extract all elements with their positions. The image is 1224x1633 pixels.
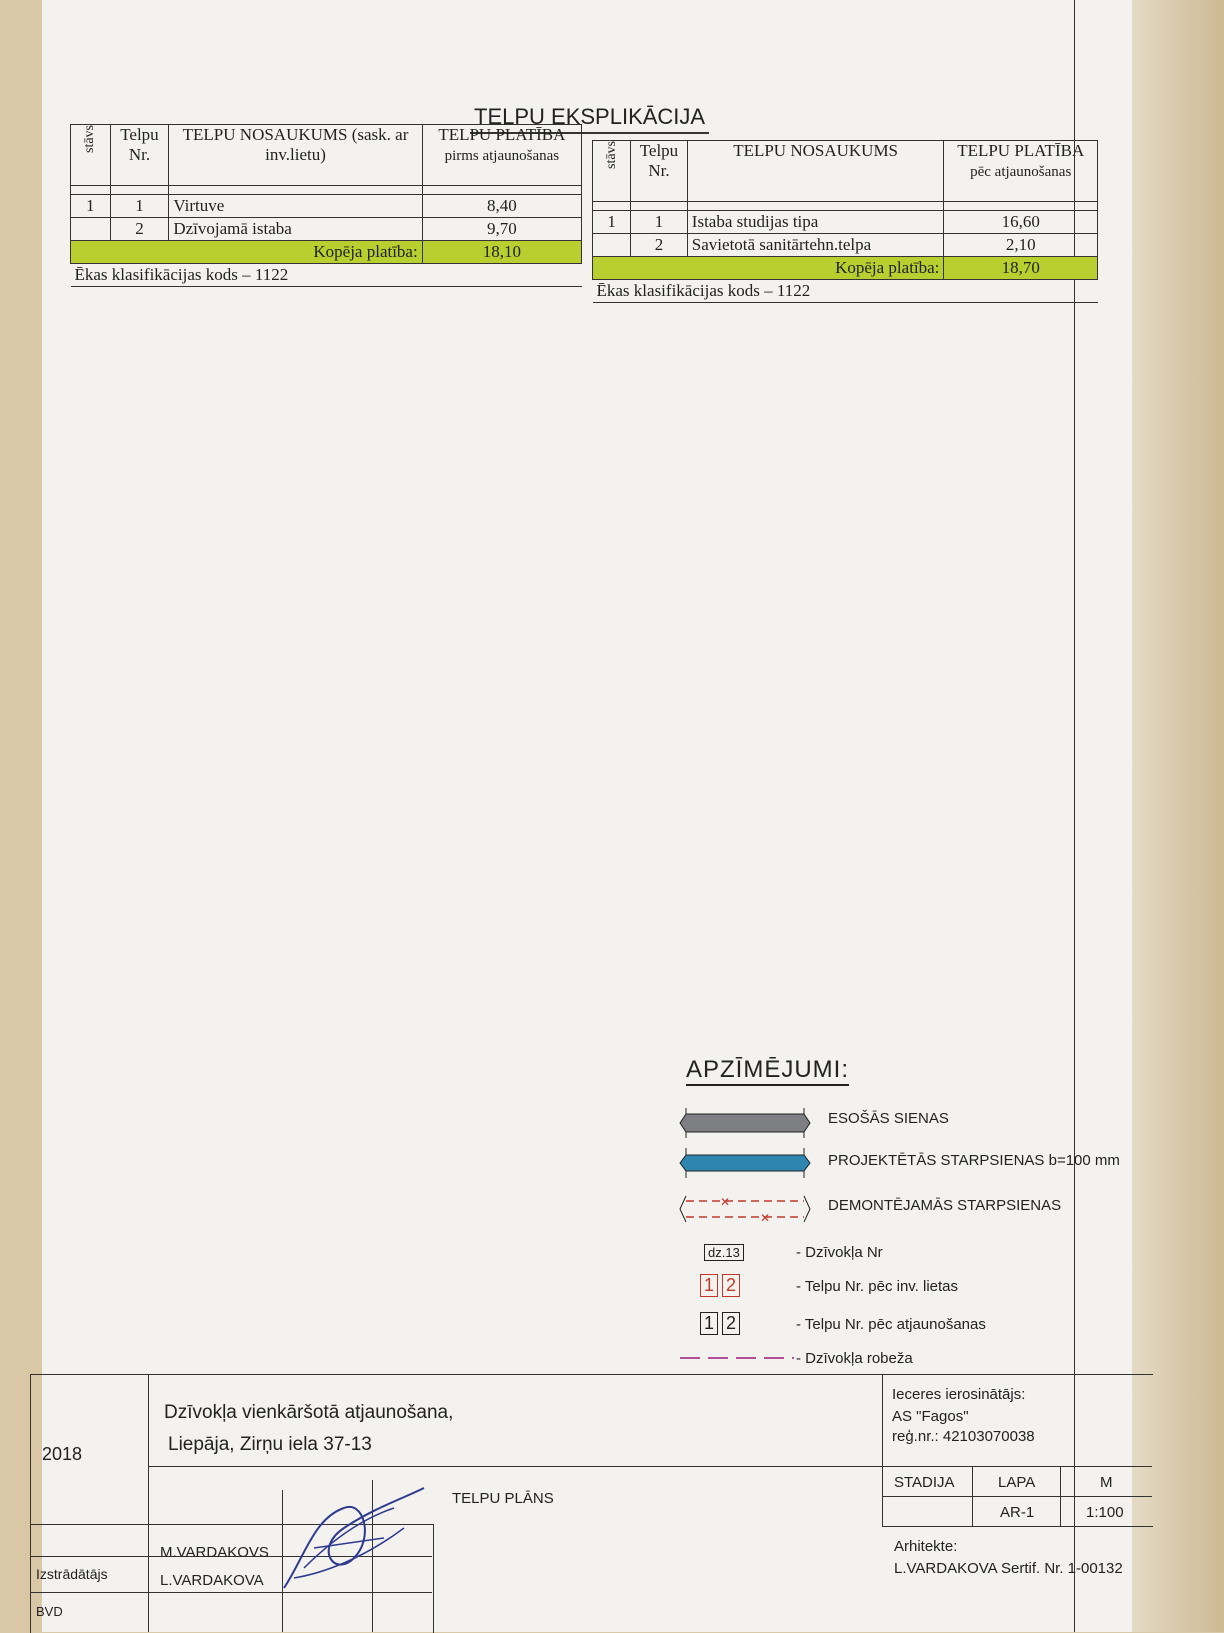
sheet-label: LAPA xyxy=(998,1474,1036,1491)
drawing-name: TELPU PLĀNS xyxy=(452,1490,554,1507)
person-1: M.VARDAKOVS xyxy=(160,1544,269,1561)
role-bvd: BVD xyxy=(36,1604,63,1619)
scale-value: 1:100 xyxy=(1086,1504,1124,1521)
header-room-no: Telpu Nr. xyxy=(631,141,688,202)
table-spacer-row xyxy=(593,202,1098,211)
legend-room-new-number: - Telpu Nr. pēc atjaunošanas xyxy=(796,1316,986,1333)
explication-title: TELPU EKSPLIKĀCIJA xyxy=(470,104,709,134)
cell-area: 16,60 xyxy=(944,211,1098,234)
cell-floor xyxy=(71,218,111,241)
legend-apartment-number: - Dzīvokļa Nr xyxy=(796,1244,883,1261)
table-row xyxy=(71,218,582,241)
total-value: 18,70 xyxy=(944,257,1098,280)
total-value: 18,10 xyxy=(422,241,581,264)
architect-value: L.VARDAKOVA Sertif. Nr. 1-00132 xyxy=(894,1560,1123,1577)
role-developer: Izstrādātājs xyxy=(36,1566,108,1582)
signature-col-1 xyxy=(148,1466,149,1632)
cell-floor xyxy=(593,234,631,257)
header-room-no: Telpu Nr. xyxy=(110,125,169,186)
legend-room-inv-number: - Telpu Nr. pēc inv. lietas xyxy=(796,1278,959,1295)
cell-floor: 1 xyxy=(71,195,111,218)
total-row xyxy=(71,241,582,264)
stage-divider-row xyxy=(882,1496,1152,1497)
classification-code: Ēkas klasifikācijas kods – 1122 xyxy=(71,264,582,287)
cell-room-name: Savietotā sanitārtehn.telpa xyxy=(687,234,944,257)
stage-label: STADIJA xyxy=(894,1474,955,1491)
architect-label: Arhitekte: xyxy=(894,1538,958,1555)
header-area: TELPU PLATĪBA pēc atjaunošanas xyxy=(944,141,1098,202)
apartment-boundary-symbol xyxy=(680,1354,794,1362)
project-title-line2: Liepāja, Zirņu iela 37-13 xyxy=(168,1434,372,1455)
project-year: 2018 xyxy=(42,1444,83,1464)
total-label: Kopēja platība: xyxy=(71,241,423,264)
project-title-line1: Dzīvokļa vienkāršotā atjaunošana, xyxy=(164,1402,454,1423)
table-row xyxy=(593,211,1098,234)
cell-room-name: Istaba studijas tipa xyxy=(687,211,944,234)
legend-title: APZĪMĒJUMI: xyxy=(686,1056,849,1086)
table-spacer-row xyxy=(71,186,582,195)
table-header-row xyxy=(593,141,1098,202)
header-area: TELPU PLATĪBA pirms atjaunošanas xyxy=(422,125,581,186)
cell-room-no: 2 xyxy=(631,234,688,257)
classification-code: Ēkas klasifikācijas kods – 1122 xyxy=(593,280,1098,303)
legend-apartment-boundary: - Dzīvokļa robeža xyxy=(796,1350,913,1367)
total-label: Kopēja platība: xyxy=(593,257,944,280)
cell-room-name: Dzīvojamā istaba xyxy=(169,218,422,241)
total-row xyxy=(593,257,1098,280)
table-row xyxy=(71,195,582,218)
sheet-number: AR-1 xyxy=(1000,1504,1035,1521)
legend-existing-walls: ESOŠĀS SIENAS xyxy=(828,1110,949,1127)
svg-text:✕: ✕ xyxy=(760,1211,771,1225)
cell-room-no: 1 xyxy=(110,195,169,218)
initiator-reg: reģ.nr.: 42103070038 xyxy=(892,1428,1035,1445)
table-row xyxy=(593,234,1098,257)
room-new-number-symbol: 1 2 xyxy=(700,1312,744,1335)
demolished-wall-symbol xyxy=(676,1192,814,1226)
cell-area: 2,10 xyxy=(944,234,1098,257)
cell-room-no: 1 xyxy=(631,211,688,234)
classification-row xyxy=(71,264,582,287)
cell-room-no: 2 xyxy=(110,218,169,241)
cell-floor: 1 xyxy=(593,211,631,234)
initiator-label: Ieceres ierosinātājs: xyxy=(892,1386,1026,1403)
header-floor: stāvs xyxy=(71,125,111,186)
svg-text:✕: ✕ xyxy=(720,1195,731,1209)
header-floor: stāvs xyxy=(593,141,631,202)
cell-area: 9,70 xyxy=(422,218,581,241)
signature-mark xyxy=(274,1478,434,1598)
projected-wall-symbol xyxy=(676,1146,814,1180)
header-room-name: TELPU NOSAUKUMS xyxy=(687,141,944,202)
header-room-name: TELPU NOSAUKUMS (sask. ar inv.lietu) xyxy=(169,125,422,186)
existing-wall-symbol xyxy=(676,1106,814,1140)
cell-area: 8,40 xyxy=(422,195,581,218)
cell-room-name: Virtuve xyxy=(169,195,422,218)
apartment-number-symbol: dz.13 xyxy=(704,1244,748,1261)
table-header-row xyxy=(71,125,582,186)
classification-row xyxy=(593,280,1098,303)
table-before-renovation xyxy=(70,124,582,287)
legend-projected-walls: PROJEKTĒTĀS STARPSIENAS b=100 mm xyxy=(828,1152,1120,1169)
legend-demolished-walls: DEMONTĒJAMĀS STARPSIENAS xyxy=(828,1197,1062,1214)
table-after-renovation xyxy=(592,140,1098,303)
scale-label: M xyxy=(1100,1474,1113,1491)
room-inv-number-symbol: 1 2 xyxy=(700,1274,744,1297)
initiator-name: AS "Fagos" xyxy=(892,1408,969,1425)
person-2: L.VARDAKOVA xyxy=(160,1572,264,1589)
